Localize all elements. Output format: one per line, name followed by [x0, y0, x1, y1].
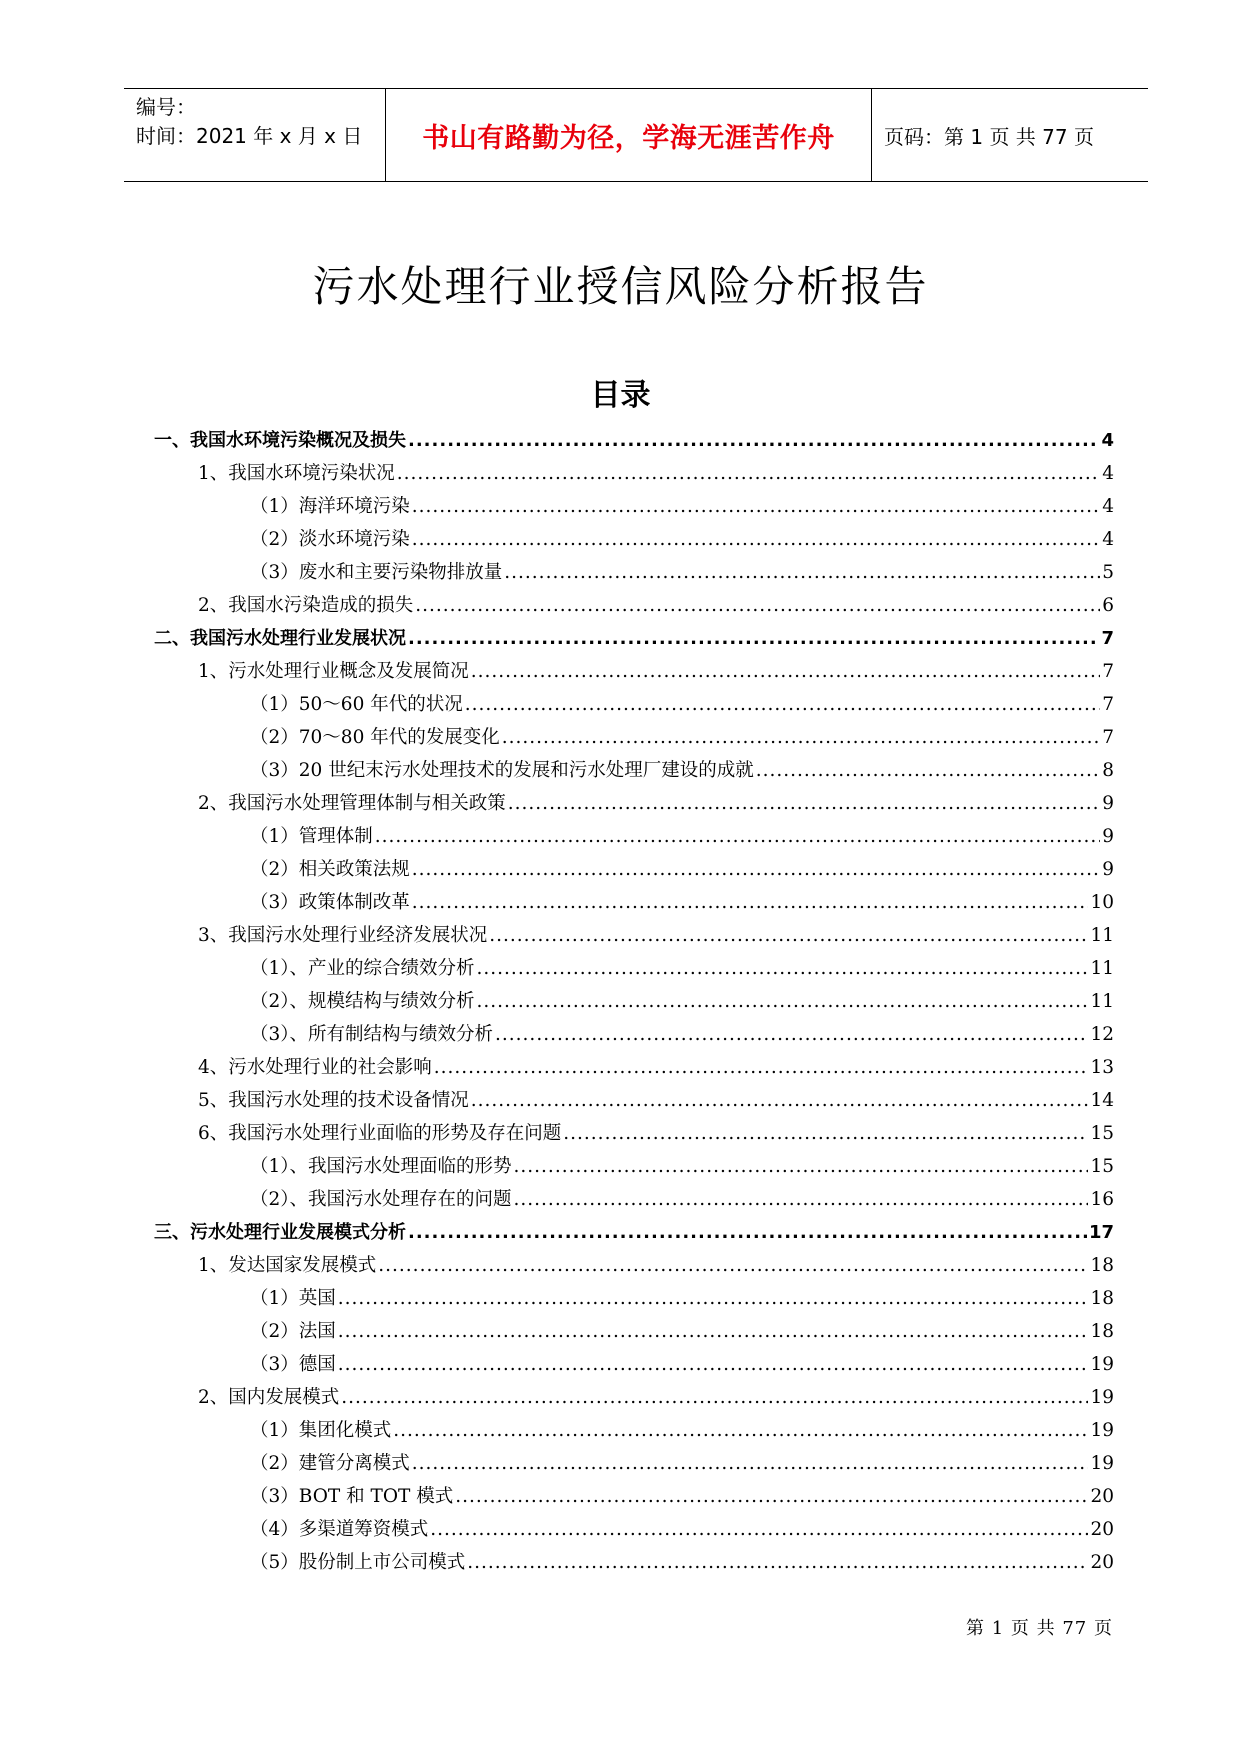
- toc-entry-text: 3、我国污水处理行业经济发展状况: [198, 925, 488, 946]
- toc-entry-page: 9: [1102, 859, 1114, 880]
- toc-leader-dots: [495, 1018, 1088, 1051]
- toc-entry-page: 15: [1090, 1156, 1114, 1177]
- toc-entry-page: 19: [1090, 1420, 1114, 1441]
- toc-leader-dots: [341, 1381, 1088, 1414]
- toc-leader-dots: [434, 1051, 1089, 1084]
- toc-entry[interactable]: [154, 1480, 1114, 1513]
- toc-entry-page: 19: [1090, 1354, 1114, 1375]
- toc-heading: 目录: [590, 378, 651, 413]
- toc-entry-page: 5: [1102, 562, 1114, 583]
- toc-entry[interactable]: [154, 1546, 1114, 1579]
- toc-entry-text: 二、我国污水处理行业发展状况: [154, 628, 406, 649]
- toc-entry[interactable]: [154, 721, 1114, 754]
- toc-leader-dots: [338, 1348, 1089, 1381]
- toc-entry[interactable]: [154, 1381, 1114, 1414]
- toc-leader-dots: [415, 589, 1100, 622]
- toc-entry-text: 一、我国水环境污染概况及损失: [154, 430, 406, 451]
- toc-entry-text: （3）20 世纪末污水处理技术的发展和污水处理厂建设的成就: [250, 760, 754, 781]
- toc-entry-text: （2）法国: [250, 1321, 336, 1342]
- toc-entry[interactable]: [154, 1282, 1114, 1315]
- toc-leader-dots: [502, 721, 1100, 754]
- toc-entry[interactable]: [154, 556, 1114, 589]
- toc-entry[interactable]: [154, 820, 1114, 853]
- toc-entry[interactable]: [154, 490, 1114, 523]
- toc-entry-page: 13: [1090, 1057, 1114, 1078]
- toc-entry-text: （3）德国: [250, 1354, 336, 1375]
- toc-entry-text: 6、我国污水处理行业面临的形势及存在问题: [198, 1123, 562, 1144]
- toc-entry[interactable]: [154, 1315, 1114, 1348]
- toc-entry[interactable]: [154, 1051, 1114, 1084]
- toc-leader-dots: [514, 1150, 1089, 1183]
- header-page-info: 页码：第 1 页 共 77 页: [884, 124, 1094, 149]
- toc-entry[interactable]: [154, 886, 1114, 919]
- toc-entry-text: （3）、所有制结构与绩效分析: [250, 1024, 494, 1045]
- toc-entry-page: 19: [1090, 1453, 1114, 1474]
- toc-entry-text: （3）废水和主要污染物排放量: [250, 562, 503, 583]
- toc-entry-page: 7: [1102, 661, 1114, 682]
- toc-entry-page: 14: [1090, 1090, 1114, 1111]
- toc-entry-page: 7: [1101, 628, 1114, 649]
- toc-leader-dots: [489, 919, 1088, 952]
- toc-entry[interactable]: [154, 919, 1114, 952]
- toc-entry-page: 4: [1102, 463, 1114, 484]
- toc-entry-page: 20: [1090, 1519, 1114, 1540]
- toc-entry-text: 2、国内发展模式: [198, 1387, 340, 1408]
- toc-entry-text: 三、污水处理行业发展模式分析: [154, 1222, 406, 1243]
- toc-entry-page: 17: [1088, 1222, 1114, 1243]
- toc-entry[interactable]: [154, 985, 1114, 1018]
- toc-entry-page: 20: [1090, 1552, 1114, 1573]
- toc-leader-dots: [508, 787, 1100, 820]
- toc-entry-text: （1）、产业的综合绩效分析: [250, 958, 475, 979]
- toc-entry[interactable]: [154, 754, 1114, 787]
- toc-leader-dots: [375, 820, 1100, 853]
- toc-entry-text: （1）海洋环境污染: [250, 496, 410, 517]
- toc-leader-dots: [471, 655, 1100, 688]
- toc-entry-page: 19: [1090, 1387, 1114, 1408]
- table-of-contents: [154, 424, 1114, 1579]
- toc-leader-dots: [412, 853, 1100, 886]
- toc-entry-text: （2）、规模结构与绩效分析: [250, 991, 475, 1012]
- toc-entry-page: 15: [1090, 1123, 1114, 1144]
- toc-leader-dots: [430, 1513, 1088, 1546]
- toc-leader-dots: [412, 1447, 1089, 1480]
- toc-entry-page: 18: [1090, 1288, 1114, 1309]
- toc-leader-dots: [408, 1216, 1087, 1249]
- toc-leader-dots: [465, 688, 1100, 721]
- toc-entry[interactable]: [154, 424, 1114, 457]
- toc-entry-page: 11: [1090, 925, 1114, 946]
- toc-leader-dots: [455, 1480, 1088, 1513]
- toc-entry-text: 1、发达国家发展模式: [198, 1255, 377, 1276]
- toc-entry-text: （5）股份制上市公司模式: [250, 1552, 466, 1573]
- toc-entry-page: 6: [1102, 595, 1114, 616]
- toc-entry-page: 18: [1090, 1255, 1114, 1276]
- toc-entry[interactable]: [154, 1249, 1114, 1282]
- toc-leader-dots: [393, 1414, 1088, 1447]
- toc-entry-text: 2、我国污水处理管理体制与相关政策: [198, 793, 506, 814]
- toc-entry-text: （2）建管分离模式: [250, 1453, 410, 1474]
- toc-entry[interactable]: [154, 1084, 1114, 1117]
- header-time-label: 时间：2021 年 x 月 x 日: [136, 124, 363, 148]
- toc-leader-dots: [412, 523, 1100, 556]
- toc-entry[interactable]: [154, 457, 1114, 490]
- toc-entry[interactable]: [154, 655, 1114, 688]
- toc-entry-page: 20: [1090, 1486, 1114, 1507]
- toc-entry-page: 4: [1102, 496, 1114, 517]
- document-title: 污水处理行业授信风险分析报告: [312, 262, 929, 311]
- toc-entry-text: （2）70～80 年代的发展变化: [250, 727, 500, 748]
- toc-leader-dots: [477, 985, 1089, 1018]
- header-motto-cell: [386, 89, 872, 181]
- toc-entry[interactable]: [154, 589, 1114, 622]
- toc-entry-page: 10: [1090, 892, 1114, 913]
- header-number-label: 编号：: [136, 95, 196, 119]
- toc-entry-text: 2、我国水污染造成的损失: [198, 595, 414, 616]
- toc-entry-text: 1、我国水环境污染状况: [198, 463, 395, 484]
- toc-leader-dots: [477, 952, 1089, 985]
- toc-entry-page: 4: [1102, 529, 1114, 550]
- toc-leader-dots: [338, 1282, 1089, 1315]
- toc-entry-text: （2）、我国污水处理存在的问题: [250, 1189, 512, 1210]
- toc-entry[interactable]: [154, 1018, 1114, 1051]
- toc-entry-text: （2）淡水环境污染: [250, 529, 410, 550]
- toc-entry[interactable]: [154, 1414, 1114, 1447]
- page-footer: 第 1 页 共 77 页: [966, 1618, 1113, 1639]
- toc-entry-text: （1）集团化模式: [250, 1420, 392, 1441]
- toc-entry[interactable]: [154, 1513, 1114, 1546]
- toc-entry-text: 5、我国污水处理的技术设备情况: [198, 1090, 469, 1111]
- toc-entry-text: （1）管理体制: [250, 826, 373, 847]
- toc-entry-text: （1）、我国污水处理面临的形势: [250, 1156, 512, 1177]
- toc-leader-dots: [338, 1315, 1089, 1348]
- toc-entry[interactable]: [154, 622, 1114, 655]
- toc-entry-page: 7: [1102, 694, 1114, 715]
- toc-entry-page: 16: [1090, 1189, 1114, 1210]
- toc-entry-page: 18: [1090, 1321, 1114, 1342]
- page-header: [124, 88, 1148, 182]
- toc-entry-text: （4）多渠道筹资模式: [250, 1519, 429, 1540]
- toc-leader-dots: [412, 490, 1100, 523]
- toc-leader-dots: [378, 1249, 1088, 1282]
- toc-leader-dots: [408, 622, 1099, 655]
- toc-entry-text: （1）英国: [250, 1288, 336, 1309]
- toc-entry[interactable]: [154, 1348, 1114, 1381]
- toc-entry-text: 1、污水处理行业概念及发展简况: [198, 661, 469, 682]
- toc-leader-dots: [756, 754, 1101, 787]
- toc-entry-page: 11: [1090, 991, 1114, 1012]
- toc-leader-dots: [408, 424, 1099, 457]
- toc-entry[interactable]: [154, 952, 1114, 985]
- toc-leader-dots: [471, 1084, 1089, 1117]
- toc-entry-page: 4: [1101, 430, 1114, 451]
- toc-entry-text: （3）政策体制改革: [250, 892, 410, 913]
- toc-entry-page: 9: [1102, 793, 1114, 814]
- toc-entry-page: 9: [1102, 826, 1114, 847]
- toc-entry-page: 7: [1102, 727, 1114, 748]
- toc-entry-page: 11: [1090, 958, 1114, 979]
- toc-leader-dots: [504, 556, 1100, 589]
- toc-entry-page: 8: [1102, 760, 1114, 781]
- toc-entry-page: 12: [1090, 1024, 1114, 1045]
- toc-entry[interactable]: [154, 787, 1114, 820]
- toc-entry[interactable]: [154, 688, 1114, 721]
- toc-leader-dots: [563, 1117, 1088, 1150]
- toc-entry[interactable]: [154, 1216, 1114, 1249]
- toc-entry[interactable]: [154, 1117, 1114, 1150]
- toc-entry[interactable]: [154, 1150, 1114, 1183]
- toc-leader-dots: [412, 886, 1089, 919]
- header-meta: [124, 89, 386, 181]
- toc-entry-text: 4、污水处理行业的社会影响: [198, 1057, 432, 1078]
- toc-entry[interactable]: [154, 1447, 1114, 1480]
- toc-entry[interactable]: [154, 523, 1114, 556]
- toc-entry[interactable]: [154, 853, 1114, 886]
- toc-entry-text: （3）BOT 和 TOT 模式: [250, 1486, 454, 1507]
- header-motto: 书山有路勤为径，学海无涯苦作舟: [422, 122, 835, 154]
- toc-leader-dots: [397, 457, 1100, 490]
- toc-leader-dots: [467, 1546, 1088, 1579]
- toc-entry[interactable]: [154, 1183, 1114, 1216]
- toc-leader-dots: [514, 1183, 1089, 1216]
- toc-entry-text: （1）50～60 年代的状况: [250, 694, 463, 715]
- toc-entry-text: （2）相关政策法规: [250, 859, 410, 880]
